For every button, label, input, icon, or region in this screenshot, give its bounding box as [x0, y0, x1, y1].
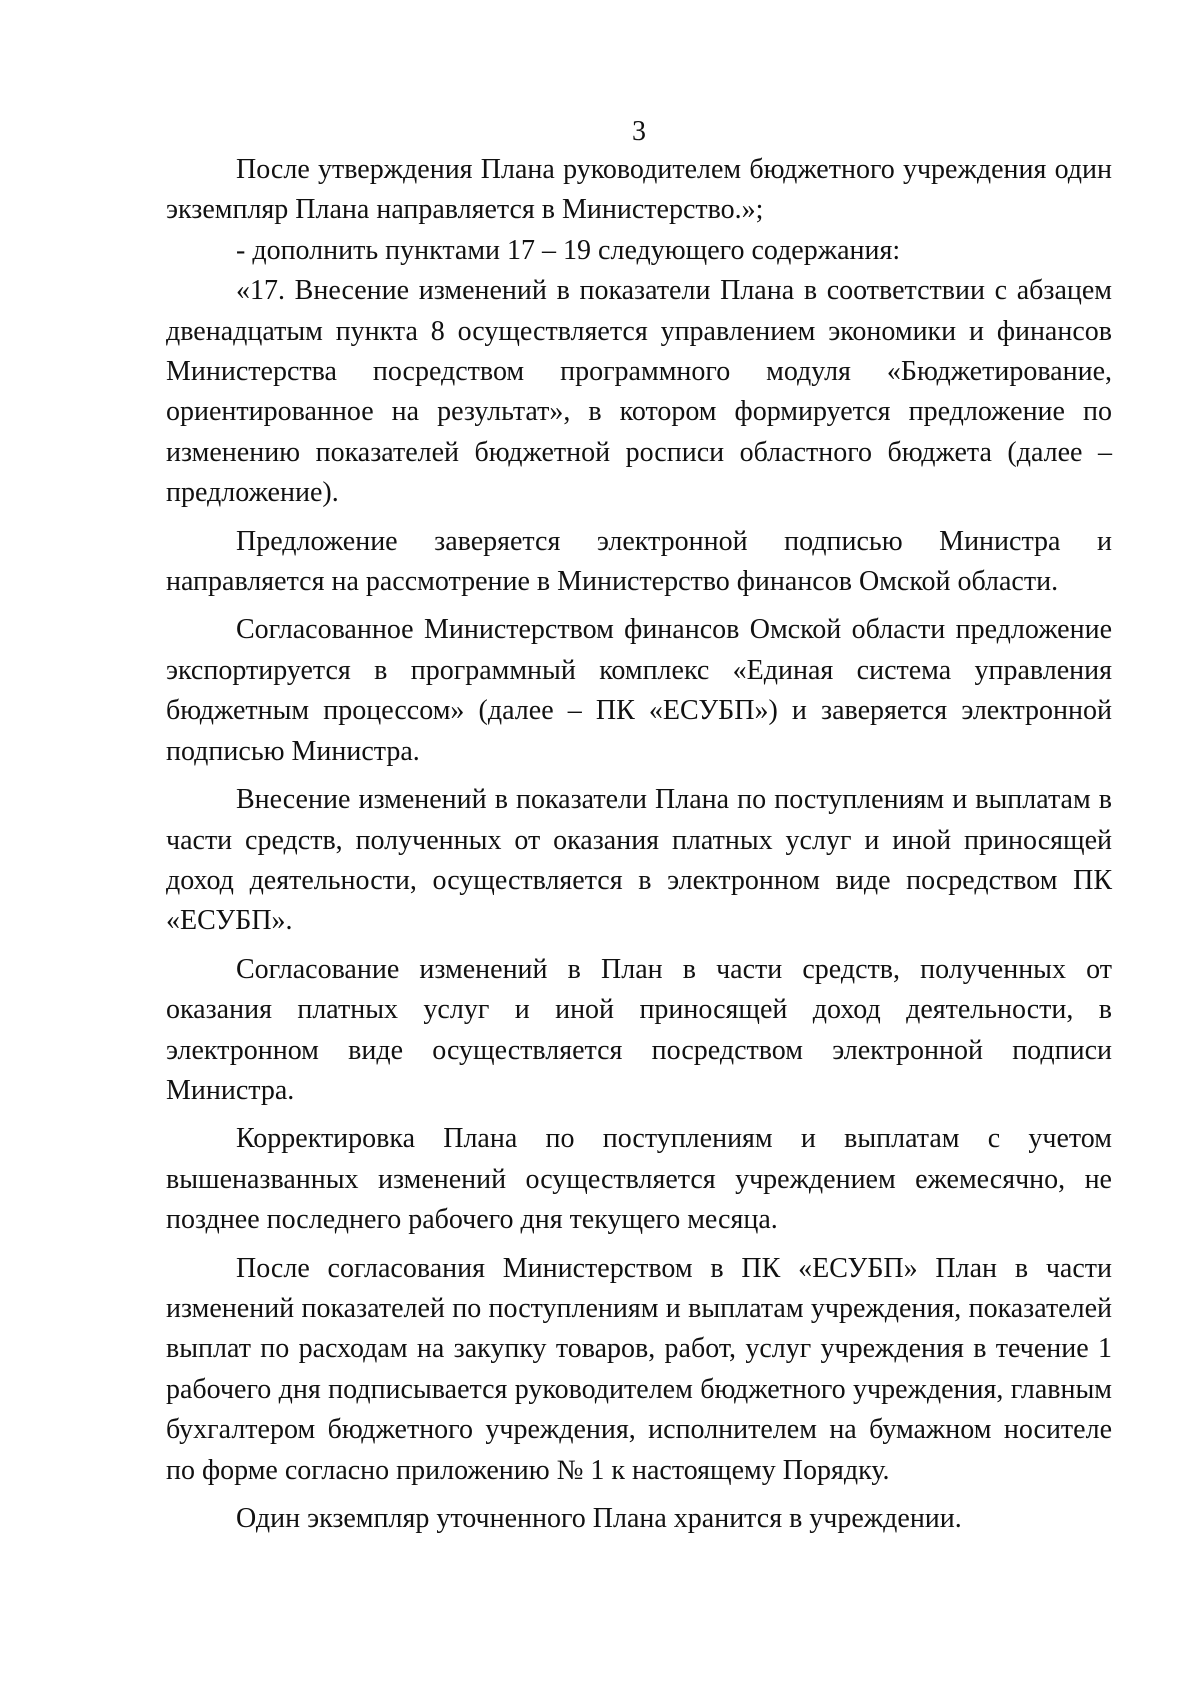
paragraph-plan-approval: После утверждения Плана руководителем бюджетного учреждения один экземпляр Плана направляется в Министерство.»; [166, 154, 1112, 226]
paragraph-proposal-export: Согласованное Министерством финансов Омской области предложение экспортируется в программный комплекс «Единая система управления бюджетным процессом» (далее – ПК «ЕСУБП») и заверяется электронной подписью Министра. [166, 614, 1112, 767]
paragraph-item-17: «17. Внесение изменений в показатели Плана в соответствии с абзацем двенадцатым пункта 8 осуществляется управлением экономики и финансов Министерства посредством программного модуля «Бюджетирование, ориентированное на результат», в котором формируется предложение по изменению показателей бюджетной росписи областного бюджета (далее – предложение). [166, 275, 1112, 509]
paragraph-plan-correction: Корректировка Плана по поступлениям и выплатам с учетом вышеназванных изменений осуществляется учреждением ежемесячно, не позднее последнего рабочего дня текущего месяца. [166, 1123, 1112, 1236]
document-body [166, 150, 1112, 1539]
paragraph-plan-storage: Один экземпляр уточненного Плана хранится в учреждении. [236, 1503, 962, 1534]
paragraph-plan-signing: После согласования Министерством в ПК «ЕСУБП» План в части изменений показателей по поступлениям и выплатам учреждения, показателей выплат по расходам на закупку товаров, работ, услуг учреждения в течение 1 рабочего дня подписывается руководителем бюджетного учреждения, главным бухгалтером бюджетного учреждения, исполнителем на бумажном носителе по форме согласно приложению № 1 к настоящему Порядку. [166, 1252, 1112, 1486]
paragraph-amend-items: - дополнить пунктами 17 – 19 следующего содержания: [236, 234, 901, 266]
page-number: 3 [632, 116, 646, 147]
paragraph-paid-services-changes: Внесение изменений в показатели Плана по поступлениям и выплатам в части средств, полученных от оказания платных услуг и иной приносящей доход деятельности, осуществляется в электронном виде посредством ПК «ЕСУБП». [166, 784, 1112, 937]
paragraph-proposal-signing: Предложение заверяется электронной подписью Министра и направляется на рассмотрение в Министерство финансов Омской области. [166, 525, 1112, 598]
paragraph-changes-approval: Согласование изменений в План в части средств, полученных от оказания платных услуг и иной приносящей доход деятельности, в электронном виде осуществляется посредством электронной подписи Министра. [166, 953, 1112, 1106]
